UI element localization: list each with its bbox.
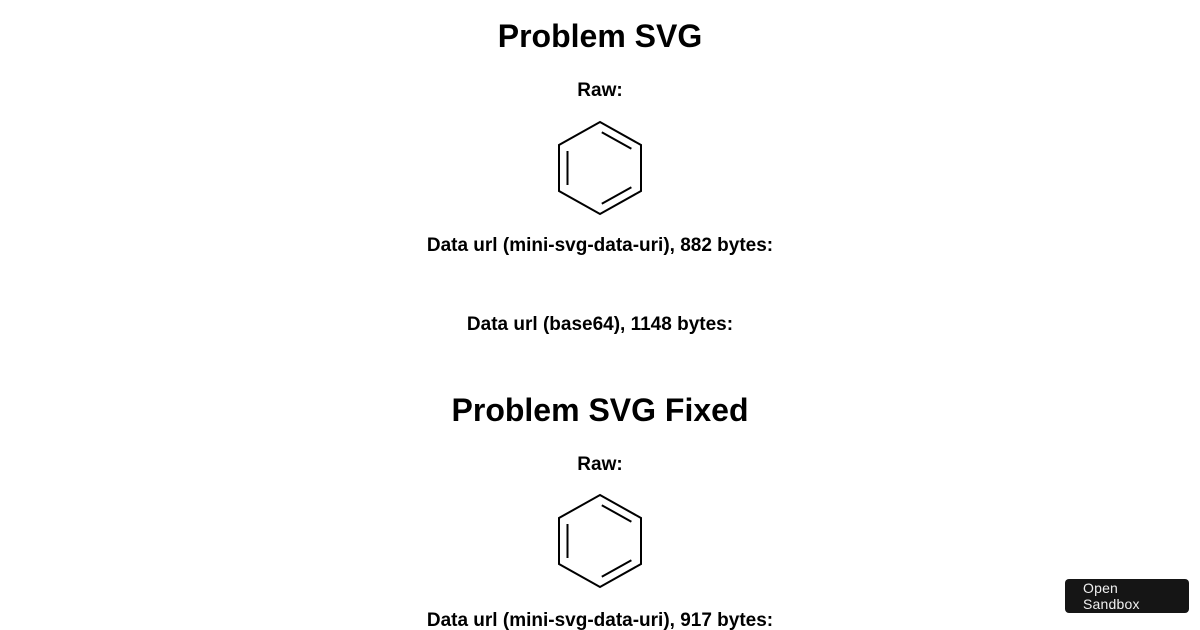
open-sandbox-button[interactable] (1065, 579, 1189, 613)
raw-heading: Raw: (577, 454, 623, 475)
data-url-image-blank (588, 350, 612, 374)
data-url-image-blank (588, 273, 612, 297)
benzene-molecule-icon (557, 493, 643, 589)
raw-heading: Raw: (577, 80, 623, 101)
open-sandbox-label: Open Sandbox (1083, 580, 1140, 612)
section-problem-svg (0, 18, 1200, 374)
section-title: Problem SVG Fixed (451, 392, 749, 428)
section-title: Problem SVG (497, 18, 703, 54)
benzene-molecule-icon (557, 120, 643, 216)
data-url-mini-heading: Data url (mini-svg-data-uri), 882 bytes: (426, 235, 774, 256)
data-url-mini-heading: Data url (mini-svg-data-uri), 917 bytes: (426, 610, 774, 630)
section-problem-svg-fixed (0, 392, 1200, 630)
data-url-base64-heading: Data url (base64), 1148 bytes: (466, 314, 734, 335)
